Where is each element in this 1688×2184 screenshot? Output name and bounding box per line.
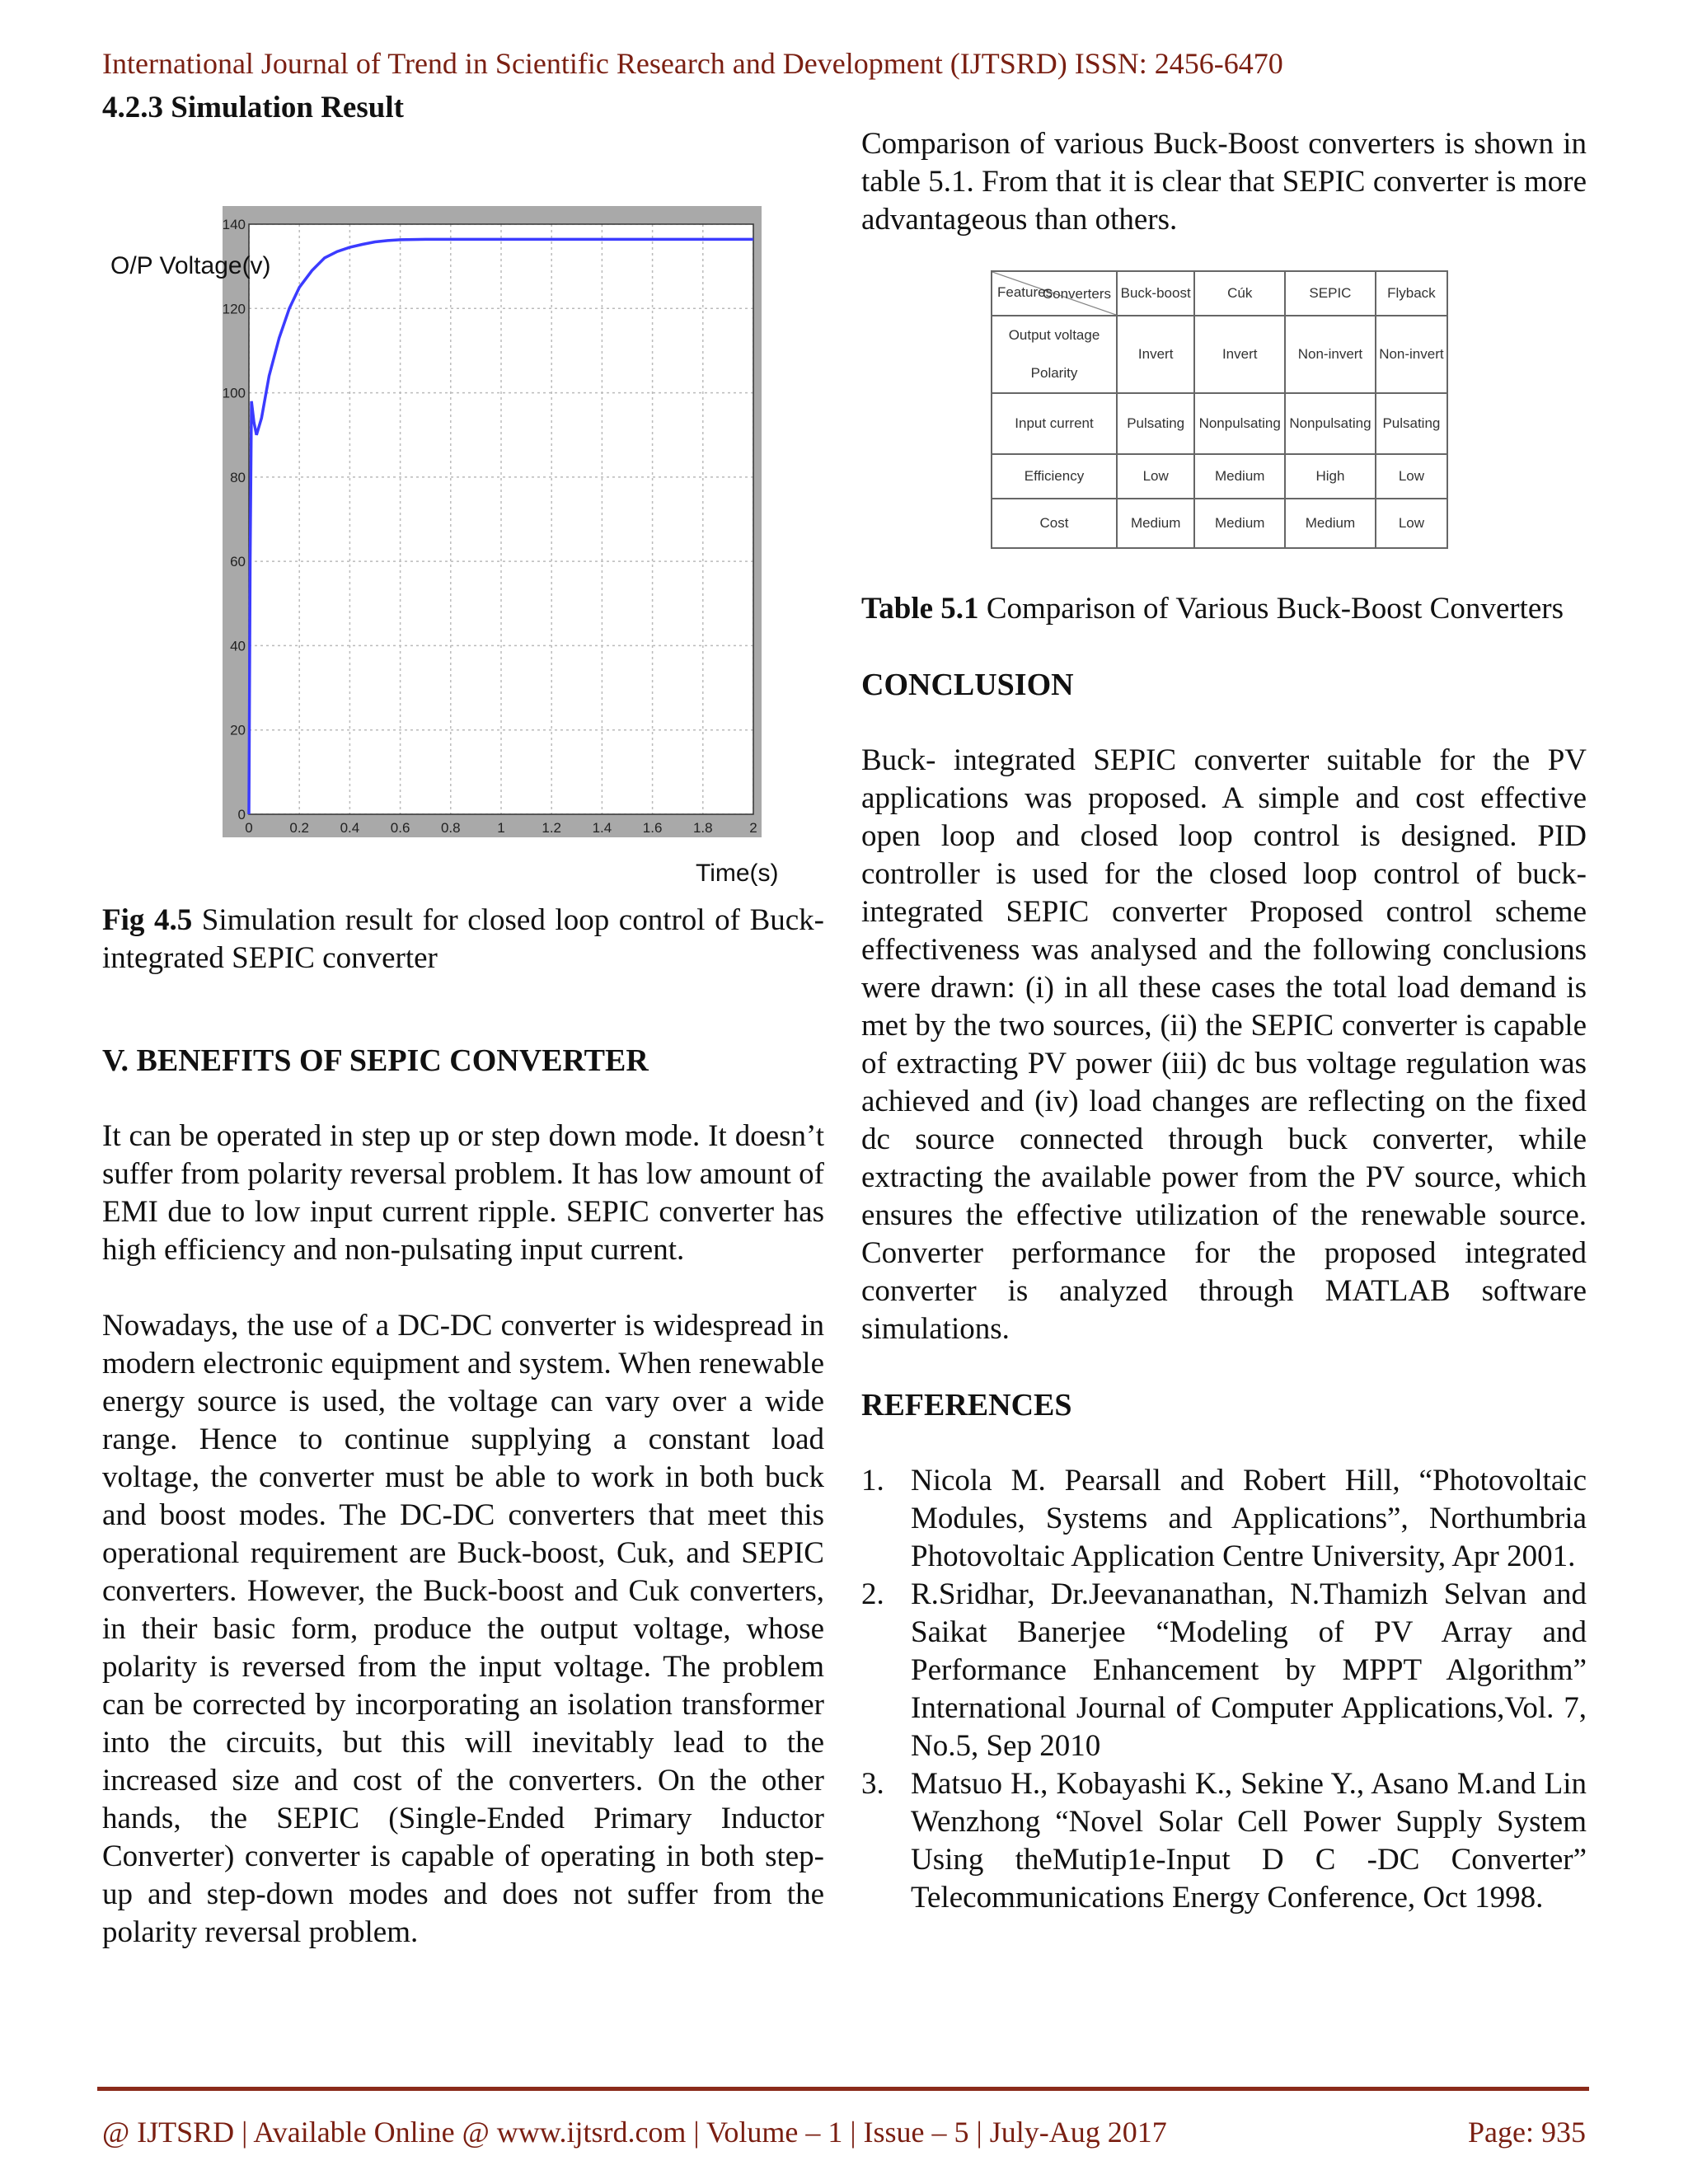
table-header-cell: SEPIC <box>1285 271 1376 316</box>
journal-header: International Journal of Trend in Scientific Research and Development (IJTSRD) ISSN: 2456-6470 <box>102 47 1283 80</box>
table-cell: Low <box>1376 454 1447 499</box>
y-tick-label: 60 <box>230 554 246 570</box>
table-cell: Medium <box>1194 499 1285 548</box>
figure-caption-text: Simulation result for closed loop control of Buck- integrated SEPIC converter <box>102 903 824 975</box>
page-footer <box>102 2115 1586 2149</box>
table-cell: Medium <box>1285 499 1376 548</box>
table-caption-label: Table 5.1 <box>861 592 979 626</box>
benefits-section-title: V. BENEFITS OF SEPIC CONVERTER <box>102 1043 649 1078</box>
table-cell: Medium <box>1194 454 1285 499</box>
reference-item <box>861 1462 1587 1576</box>
table-cell: Non-invert <box>1285 316 1376 393</box>
table-cell: Invert <box>1194 316 1285 393</box>
y-tick-label: 40 <box>230 638 246 654</box>
left-column <box>102 89 824 1952</box>
table-row-label: Efficiency <box>992 454 1117 499</box>
footer-divider <box>97 2087 1589 2091</box>
table-corner-cell <box>992 271 1117 316</box>
table-row-label: Cost <box>992 499 1117 548</box>
reference-number: 1. <box>861 1464 884 1497</box>
benefits-paragraph-2: Nowadays, the use of a DC-DC converter is widespread in modern electronic equipment and system. When renewable energy source is used, the voltage can vary over a wide range. Hence to continue supplying a constant load voltage, the converter must be able to work in both buck and boost modes. The DC-DC converters that meet this operational requirement are Buck-boost, Cuk, and SEPIC converters. However, the Buck-boost and Cuk converters, in their basic form, produce the output voltage, whose polarity is reversed from the input voltage. The problem can be corrected by incorporating an isolation transformer into the circuits, but this will inevitably lead to the increased size and cost of the converters. On the other hands, the SEPIC (Single-Ended Primary Inductor Converter) converter is capable of operating in both step-up and step-down modes and does not suffer from the polarity reversal problem. <box>102 1309 824 1949</box>
footer-journal-info: @ IJTSRD | Available Online @ www.ijtsrd.com | Volume – 1 | Issue – 5 | July-Aug 2017 <box>102 2116 1167 2149</box>
table-cell: Nonpulsating <box>1285 393 1376 454</box>
y-tick-label: 80 <box>230 469 246 485</box>
subsection-title: 4.2.3 Simulation Result <box>102 91 404 124</box>
table-corner-bottom: Features <box>997 284 1053 300</box>
x-tick-label: 1.4 <box>592 820 612 836</box>
y-tick-label: 120 <box>222 301 246 317</box>
table-cell: High <box>1285 454 1376 499</box>
table-header-cell: Cúk <box>1194 271 1285 316</box>
simulation-chart <box>102 127 778 902</box>
table-row <box>992 316 1447 393</box>
y-tick-label: 100 <box>222 385 246 401</box>
x-tick-label: 0.4 <box>340 820 360 836</box>
reference-text: R.Sridhar, Dr.Jeevananathan, N.Thamizh Selvan and Saikat Banerjee “Modeling of PV Array and Performance Enhancement by MPPT Algorithm” International Journal of Computer Applications,Vol. 7, No.5, Sep 2010 <box>911 1577 1587 1763</box>
x-tick-label: 2 <box>749 820 757 836</box>
table-cell: Pulsating <box>1376 393 1447 454</box>
x-tick-label: 0.8 <box>440 820 461 836</box>
table-cell: Low <box>1376 499 1447 548</box>
right-column <box>861 125 1587 1917</box>
reference-number: 2. <box>861 1577 884 1611</box>
table-caption-text: Comparison of Various Buck-Boost Converters <box>978 592 1564 626</box>
y-tick-label: 20 <box>230 722 246 738</box>
table-cell: Non-invert <box>1376 316 1447 393</box>
page-number: Page: 935 <box>1468 2116 1586 2149</box>
x-axis-label: Time(s) <box>696 860 778 887</box>
table-row <box>992 393 1447 454</box>
x-tick-label: 1.6 <box>642 820 663 836</box>
table-corner-top: Converters <box>1042 286 1111 302</box>
reference-text: Nicola M. Pearsall and Robert Hill, “Photovoltaic Modules, Systems and Applications”, Northumbria Photovoltaic Application Centre University, Apr 2001. <box>911 1464 1587 1573</box>
x-tick-label: 1 <box>497 820 505 836</box>
x-tick-label: 0.6 <box>390 820 410 836</box>
reference-item <box>861 1765 1587 1917</box>
x-tick-label: 0 <box>245 820 253 836</box>
reference-item <box>861 1576 1587 1765</box>
table-cell: Nonpulsating <box>1194 393 1285 454</box>
table-row <box>992 454 1447 499</box>
x-tick-label: 0.2 <box>289 820 310 836</box>
table-header-cell: Buck-boost <box>1117 271 1194 316</box>
y-tick-label: 140 <box>222 217 246 232</box>
table-caption <box>861 590 1587 628</box>
figure-caption-label: Fig 4.5 <box>102 903 193 937</box>
table-header-cell: Flyback <box>1376 271 1447 316</box>
references-title: REFERENCES <box>861 1388 1072 1422</box>
chart-svg <box>102 127 778 902</box>
reference-text: Matsuo H., Kobayashi K., Sekine Y., Asano M.and Lin Wenzhong “Novel Solar Cell Power Supply System Using theMutip1e-Input D C -DC Converter” Telecommunications Energy Conference, Oct 1998. <box>911 1767 1587 1915</box>
reference-number: 3. <box>861 1767 884 1801</box>
benefits-paragraph-1: It can be operated in step up or step down mode. It doesn’t suffer from polarity reversal problem. It has low amount of EMI due to low input current ripple. SEPIC converter has high efficiency and non-pulsating input current. <box>102 1119 824 1267</box>
y-axis-label: O/P Voltage(v) <box>110 252 271 279</box>
table-row-label: Output voltage Polarity <box>992 316 1117 393</box>
comparison-table-wrap <box>991 270 1448 549</box>
table-cell: Low <box>1117 454 1194 499</box>
table-row <box>992 499 1447 548</box>
comparison-table <box>991 270 1448 549</box>
x-tick-label: 1.8 <box>692 820 713 836</box>
references-list <box>861 1462 1587 1917</box>
table-cell: Pulsating <box>1117 393 1194 454</box>
x-tick-label: 1.2 <box>542 820 562 836</box>
table-cell: Invert <box>1117 316 1194 393</box>
comparison-intro: Comparison of various Buck-Boost converters is shown in table 5.1. From that it is clear that SEPIC converter is more advantageous than others. <box>861 127 1587 237</box>
figure-caption <box>102 902 824 977</box>
table-cell: Medium <box>1117 499 1194 548</box>
table-row-label: Input current <box>992 393 1117 454</box>
conclusion-paragraph: Buck- integrated SEPIC converter suitable for the PV applications was proposed. A simple and cost effective open loop and closed loop control is designed. PID controller is used for the closed loop control of buck-integrated SEPIC converter Proposed control scheme effectiveness was analysed and the following conclusions were drawn: (i) in all these cases the total load demand is met by the two sources, (ii) the SEPIC converter is capable of extracting PV power (iii) dc bus voltage regulation was achieved and (iv) load changes are reflecting on the fixed dc source connected through buck converter, while extracting the available power from the PV source, which ensures the effective utilization of the renewable source. Converter performance for the proposed integrated converter is analyzed through MATLAB software simulations. <box>861 743 1587 1346</box>
y-tick-label: 0 <box>237 807 246 823</box>
conclusion-title: CONCLUSION <box>861 668 1074 702</box>
